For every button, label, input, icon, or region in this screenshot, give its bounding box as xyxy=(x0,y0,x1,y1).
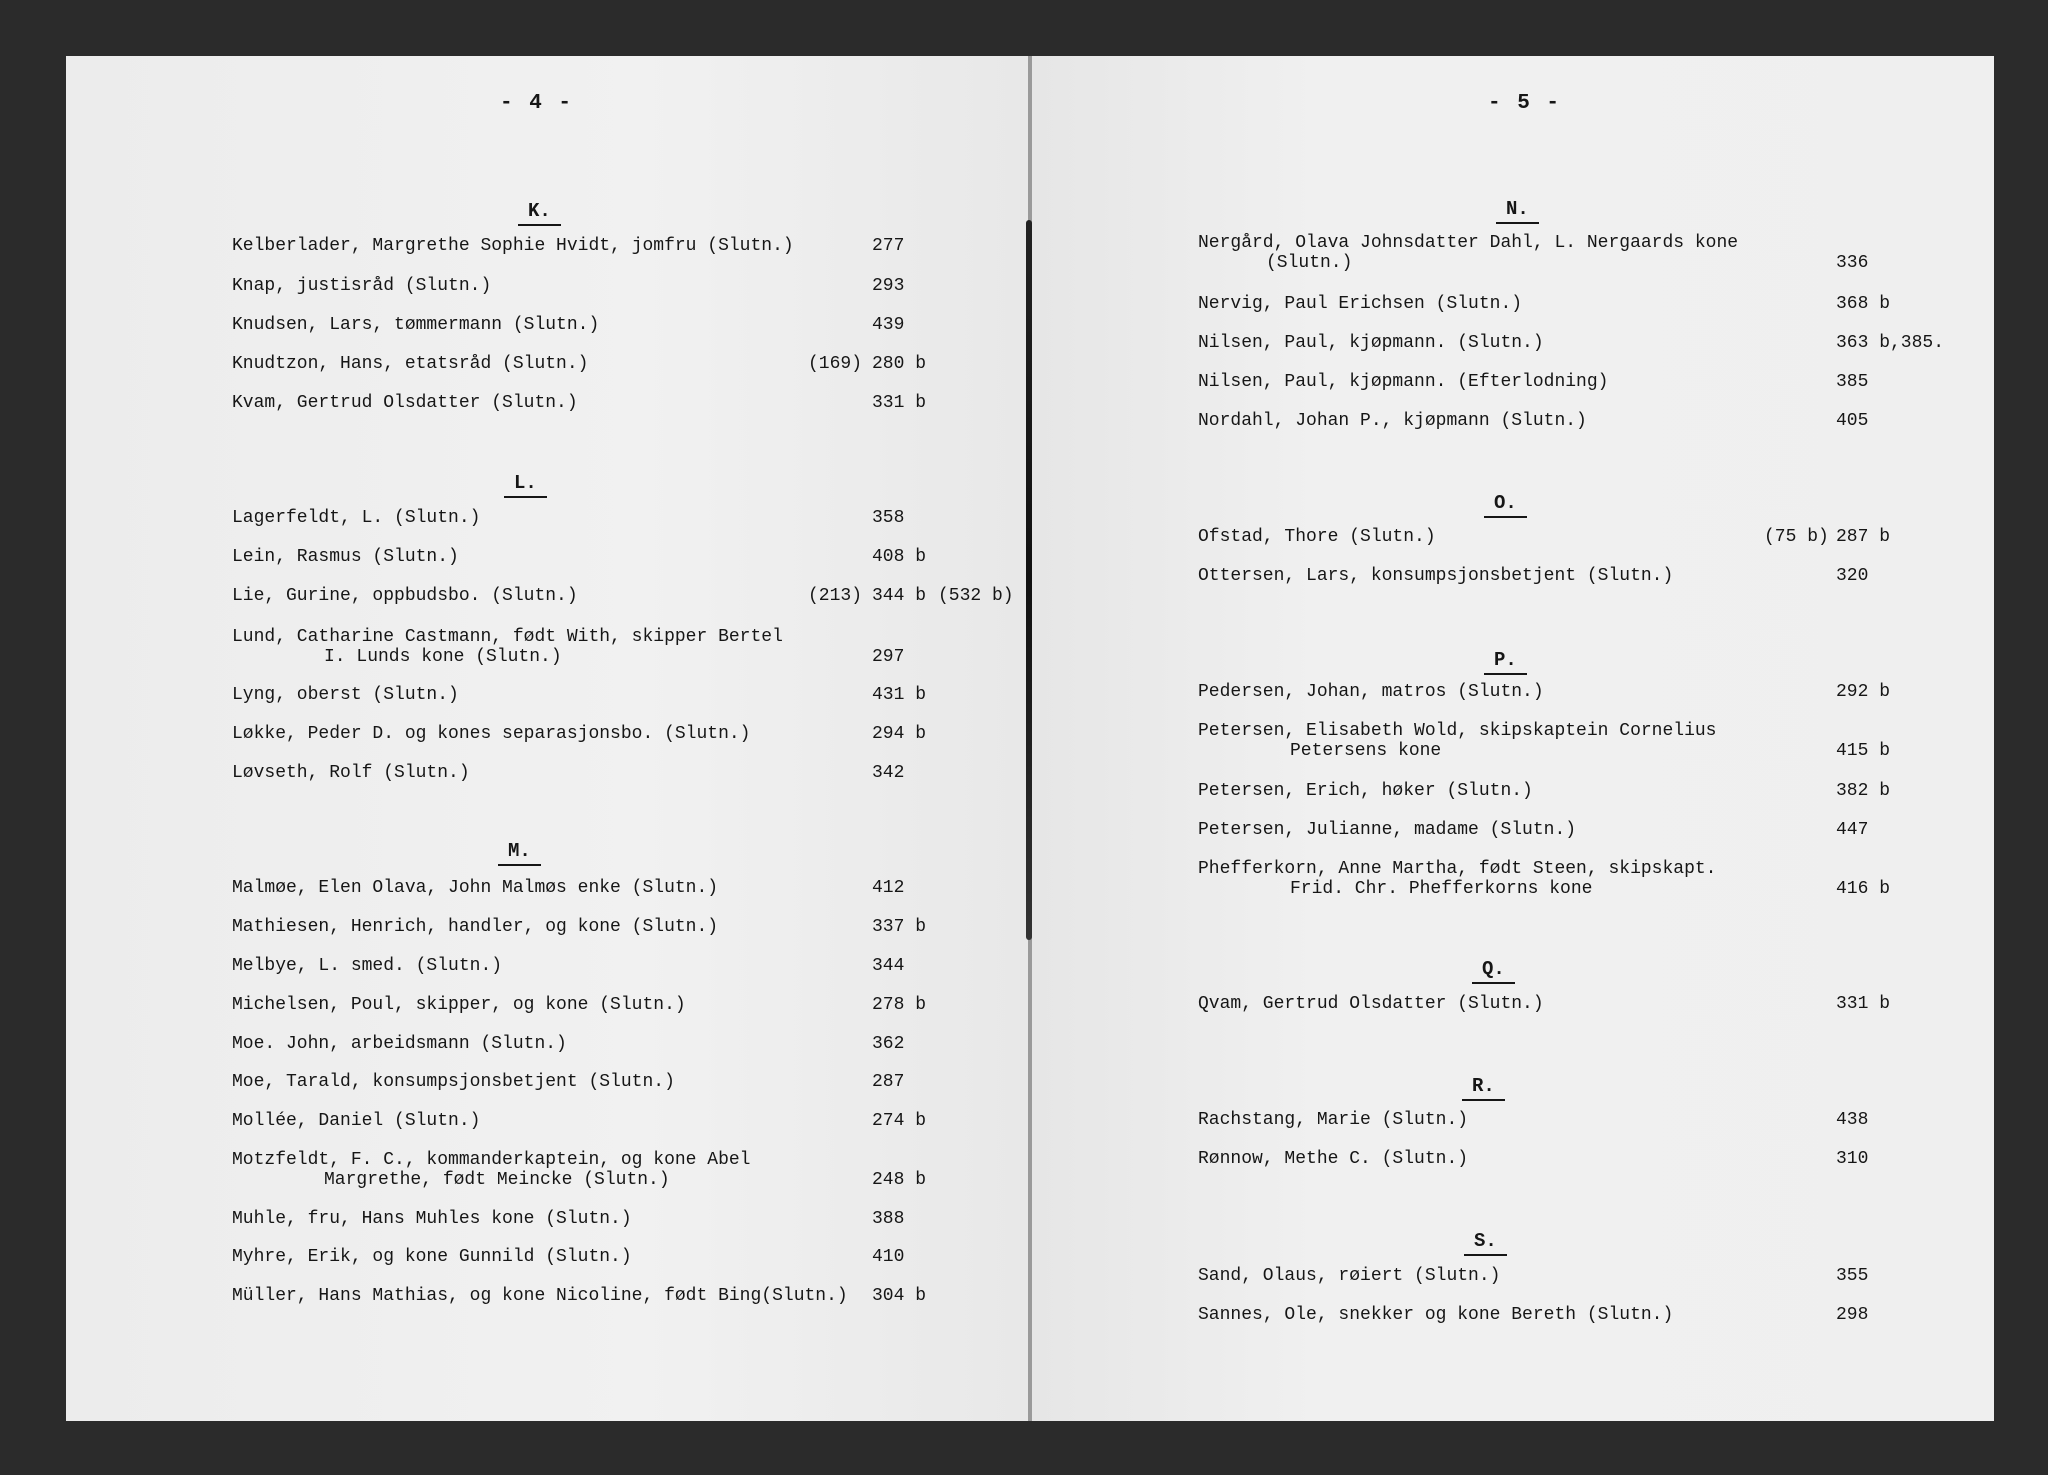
page-reference: 382 b xyxy=(1836,781,1891,801)
page-reference: 362 xyxy=(872,1034,905,1054)
entry-name-continued: (Slutn.) xyxy=(1266,253,1353,273)
index-entry xyxy=(232,393,578,413)
entry-name-continued: Petersens kone xyxy=(1290,741,1442,761)
index-entry xyxy=(232,878,718,898)
entry-name-continued: I. Lunds kone (Slutn.) xyxy=(324,647,562,667)
page-reference: 293 xyxy=(872,276,905,296)
entry-name: Lyng, oberst (Slutn.) xyxy=(232,685,459,705)
page-reference: 385 xyxy=(1836,372,1869,392)
index-entry xyxy=(1198,859,1716,899)
page-reference: 297 xyxy=(872,647,905,667)
entry-name: Müller, Hans Mathias, og kone Nicoline, født Bing(Slutn.) xyxy=(232,1286,848,1306)
page-reference: 292 b xyxy=(1836,682,1891,702)
index-entry xyxy=(232,1209,632,1229)
index-entry xyxy=(232,724,750,744)
entry-name: Løvseth, Rolf (Slutn.) xyxy=(232,763,470,783)
index-entry xyxy=(1198,1149,1468,1169)
page-reference: 337 b xyxy=(872,917,927,937)
entry-name: Petersen, Erich, høker (Slutn.) xyxy=(1198,781,1533,801)
entry-name: Nergård, Olava Johnsdatter Dahl, L. Nergaards kone xyxy=(1198,233,1739,253)
index-entry xyxy=(232,1286,848,1306)
page-reference: 431 b xyxy=(872,685,927,705)
entry-name: Nervig, Paul Erichsen (Slutn.) xyxy=(1198,294,1523,314)
entry-name: Kelberlader, Margrethe Sophie Hvidt, jomfru (Slutn.) xyxy=(232,236,794,256)
page-reference: 344 b xyxy=(872,586,927,606)
page-reference: 298 xyxy=(1836,1305,1869,1325)
index-entry xyxy=(1198,566,1673,586)
section-letter: M. xyxy=(498,840,541,866)
earlier-reference: (169) xyxy=(808,354,863,374)
index-entry xyxy=(232,354,588,374)
page-reference: 320 xyxy=(1836,566,1869,586)
page-reference: 438 xyxy=(1836,1110,1869,1130)
entry-name: Sannes, Ole, snekker og kone Bereth (Slutn.) xyxy=(1198,1305,1674,1325)
entry-name: Melbye, L. smed. (Slutn.) xyxy=(232,956,503,976)
page-reference: 278 b xyxy=(872,995,927,1015)
page-reference: 342 xyxy=(872,763,905,783)
entry-name: Petersen, Julianne, madame (Slutn.) xyxy=(1198,820,1577,840)
page-reference: 331 b xyxy=(1836,994,1891,1014)
section-letter: K. xyxy=(518,200,561,226)
page-reference: 408 b xyxy=(872,547,927,567)
page-reference: 412 xyxy=(872,878,905,898)
page-reference: 287 b xyxy=(1836,527,1891,547)
entry-name: Michelsen, Poul, skipper, og kone (Slutn.) xyxy=(232,995,686,1015)
page-reference: 388 xyxy=(872,1209,905,1229)
index-entry xyxy=(232,1034,567,1054)
index-entry xyxy=(232,763,470,783)
index-entry xyxy=(1198,333,1544,353)
page-reference: 410 xyxy=(872,1247,905,1267)
entry-name: Ottersen, Lars, konsumpsjonsbetjent (Slutn.) xyxy=(1198,566,1674,586)
entry-name: Muhle, fru, Hans Muhles kone (Slutn.) xyxy=(232,1209,632,1229)
entry-name: Knap, justisråd (Slutn.) xyxy=(232,276,492,296)
page-reference: 277 xyxy=(872,236,905,256)
index-entry xyxy=(1198,527,1436,547)
index-entry xyxy=(1198,294,1522,314)
index-entry xyxy=(1198,820,1576,840)
entry-name: Knudsen, Lars, tømmermann (Slutn.) xyxy=(232,315,600,335)
index-entry xyxy=(1198,1305,1673,1325)
page-number: - 4 - xyxy=(500,92,574,115)
entry-name: Malmøe, Elen Olava, John Malmøs enke (Slutn.) xyxy=(232,878,719,898)
index-entry xyxy=(232,547,459,567)
entry-name: Moe, Tarald, konsumpsjonsbetjent (Slutn.) xyxy=(232,1072,675,1092)
entry-name-continued: Margrethe, født Meincke (Slutn.) xyxy=(324,1170,670,1190)
index-entry xyxy=(232,917,718,937)
entry-name: Lein, Rasmus (Slutn.) xyxy=(232,547,459,567)
entry-name: Løkke, Peder D. og kones separasjonsbo. (Slutn.) xyxy=(232,724,751,744)
page-reference: 304 b xyxy=(872,1286,927,1306)
index-entry xyxy=(1198,994,1544,1014)
entry-name: Pedersen, Johan, matros (Slutn.) xyxy=(1198,682,1544,702)
index-entry xyxy=(232,627,783,667)
page-number: - 5 - xyxy=(1488,92,1562,115)
entry-name: Motzfeldt, F. C., kommanderkaptein, og kone Abel xyxy=(232,1150,751,1170)
page-reference: 344 xyxy=(872,956,905,976)
page-reference: 355 xyxy=(1836,1266,1869,1286)
handwritten-note: (532 b) xyxy=(938,586,1014,606)
section-letter: N. xyxy=(1496,198,1539,224)
entry-name: Mollée, Daniel (Slutn.) xyxy=(232,1111,481,1131)
entry-name: Myhre, Erik, og kone Gunnild (Slutn.) xyxy=(232,1247,632,1267)
index-entry xyxy=(1198,682,1544,702)
entry-name: Qvam, Gertrud Olsdatter (Slutn.) xyxy=(1198,994,1544,1014)
page-reference: 439 xyxy=(872,315,905,335)
earlier-reference: (213) xyxy=(808,586,863,606)
entry-name: Rønnow, Methe C. (Slutn.) xyxy=(1198,1149,1469,1169)
index-entry xyxy=(232,1150,750,1190)
page-reference: 368 b xyxy=(1836,294,1891,314)
index-entry xyxy=(232,276,491,296)
entry-name: Mathiesen, Henrich, handler, og kone (Slutn.) xyxy=(232,917,719,937)
page-reference: 248 b xyxy=(872,1170,927,1190)
page-reference: 405 xyxy=(1836,411,1869,431)
index-entry xyxy=(1198,372,1608,392)
index-entry xyxy=(232,1111,480,1131)
index-entry xyxy=(232,508,480,528)
entry-name: Lie, Gurine, oppbudsbo. (Slutn.) xyxy=(232,586,578,606)
index-entry xyxy=(232,315,599,335)
index-entry xyxy=(1198,233,1738,273)
page-reference: 415 b xyxy=(1836,741,1891,761)
section-letter: R. xyxy=(1462,1075,1505,1101)
index-entry xyxy=(232,586,578,606)
entry-name: Nilsen, Paul, kjøpmann. (Efterlodning) xyxy=(1198,372,1609,392)
page-reference: 310 xyxy=(1836,1149,1869,1169)
index-entry xyxy=(1198,1110,1468,1130)
section-letter: O. xyxy=(1484,492,1527,518)
entry-name: Knudtzon, Hans, etatsråd (Slutn.) xyxy=(232,354,589,374)
page-reference: 363 b,385. xyxy=(1836,333,1945,353)
section-letter: L. xyxy=(504,472,547,498)
page-reference: 331 b xyxy=(872,393,927,413)
page-reference: 274 b xyxy=(872,1111,927,1131)
entry-name: Sand, Olaus, røiert (Slutn.) xyxy=(1198,1266,1501,1286)
section-letter: S. xyxy=(1464,1230,1507,1256)
index-entry xyxy=(1198,721,1716,761)
index-entry xyxy=(232,1072,675,1092)
index-entry xyxy=(232,995,686,1015)
page-reference: 280 b xyxy=(872,354,927,374)
index-entry xyxy=(232,956,502,976)
entry-name-continued: Frid. Chr. Phefferkorns kone xyxy=(1290,879,1593,899)
page-reference: 287 xyxy=(872,1072,905,1092)
page-reference: 416 b xyxy=(1836,879,1891,899)
entry-name: Lagerfeldt, L. (Slutn.) xyxy=(232,508,481,528)
index-entry xyxy=(232,1247,632,1267)
binding-thread xyxy=(1026,220,1032,940)
entry-name: Rachstang, Marie (Slutn.) xyxy=(1198,1110,1469,1130)
index-entry xyxy=(232,236,794,256)
entry-name: Lund, Catharine Castmann, født With, skipper Bertel xyxy=(232,627,783,647)
index-entry xyxy=(1198,1266,1500,1286)
index-entry xyxy=(1198,781,1533,801)
entry-name: Moe. John, arbeidsmann (Slutn.) xyxy=(232,1034,567,1054)
entry-name: Nilsen, Paul, kjøpmann. (Slutn.) xyxy=(1198,333,1544,353)
entry-name: Nordahl, Johan P., kjøpmann (Slutn.) xyxy=(1198,411,1587,431)
page-reference: 336 xyxy=(1836,253,1869,273)
section-letter: P. xyxy=(1484,649,1527,675)
index-entry xyxy=(1198,411,1587,431)
entry-name: Phefferkorn, Anne Martha, født Steen, skipskapt. xyxy=(1198,859,1717,879)
page-reference: 294 b xyxy=(872,724,927,744)
index-entry xyxy=(232,685,459,705)
page-reference: 358 xyxy=(872,508,905,528)
earlier-reference: (75 b) xyxy=(1764,527,1829,547)
entry-name: Ofstad, Thore (Slutn.) xyxy=(1198,527,1436,547)
section-letter: Q. xyxy=(1472,958,1515,984)
entry-name: Petersen, Elisabeth Wold, skipskaptein Cornelius xyxy=(1198,721,1717,741)
entry-name: Kvam, Gertrud Olsdatter (Slutn.) xyxy=(232,393,578,413)
page-reference: 447 xyxy=(1836,820,1869,840)
